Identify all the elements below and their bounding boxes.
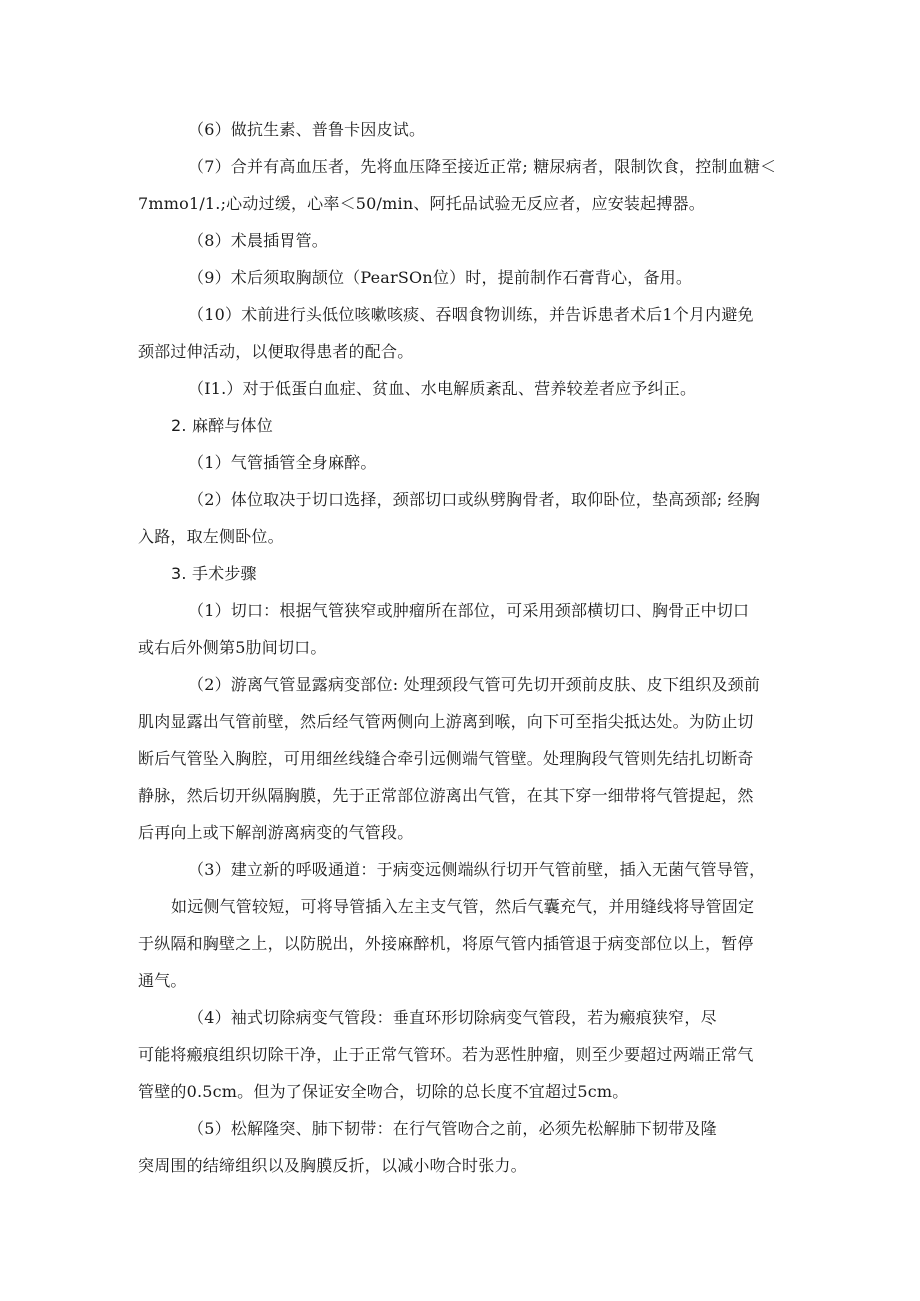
text-line: （1）切口：根据气管狭窄或肿瘤所在部位，可采用颈部横切口、胸骨正中切口 xyxy=(188,601,750,620)
text-line: 于纵隔和胸壁之上，以防脱出，外接麻醉机，将原气管内插管退于病变部位以上，暂停 xyxy=(138,934,754,953)
text-line: （4）袖式切除病变气管段：垂直环形切除病变气管段，若为瘢痕狭窄，尽 xyxy=(188,1008,717,1027)
text-line: （7）合并有高血压者，先将血压降至接近正常; 糖尿病者，限制饮食，控制血糖＜ xyxy=(188,157,777,176)
text-line: （5）松解隆突、肺下韧带：在行气管吻合之前，必须先松解肺下韧带及隆 xyxy=(188,1119,717,1138)
section-heading: 3. 手术步骤 xyxy=(171,564,257,583)
text-line: 7mmo1/1.;心动过缓，心率＜50/min、阿托品试验无反应者，应安装起搏器。 xyxy=(138,194,705,213)
text-line: 断后气管坠入胸腔，可用细丝线缝合牵引远侧端气管壁。处理胸段气管则先结扎切断奇 xyxy=(138,749,754,768)
section-heading: 2. 麻醉与体位 xyxy=(171,416,273,435)
text-line: （10）术前进行头低位咳嗽咳痰、吞咽食物训练，并告诉患者术后1个月内避免 xyxy=(188,305,754,324)
text-line: 可能将瘢痕组织切除干净，止于正常气管环。若为恶性肿瘤，则至少要超过两端正常气 xyxy=(138,1045,754,1064)
text-line: 如远侧气管较短，可将导管插入左主支气管，然后气囊充气，并用缝线将导管固定 xyxy=(171,897,755,916)
text-line: （2）游离气管显露病变部位: 处理颈段气管可先切开颈前皮肤、皮下组织及颈前 xyxy=(188,675,761,694)
text-line: 通气。 xyxy=(138,971,187,990)
text-line: 管壁的0.5cm。但为了保证安全吻合，切除的总长度不宜超过5cm。 xyxy=(138,1082,629,1101)
text-line: （6）做抗生素、普鲁卡因皮试。 xyxy=(188,120,426,139)
text-line: 后再向上或下解剖游离病变的气管段。 xyxy=(138,823,414,842)
text-line: 肌肉显露出气管前壁，然后经气管两侧向上游离到喉，向下可至指尖抵达处。为防止切 xyxy=(138,712,754,731)
text-line: （I1.）对于低蛋白血症、贫血、水电解质紊乱、营养较差者应予纠正。 xyxy=(188,379,697,398)
text-line: （8）术晨插胃管。 xyxy=(188,231,328,250)
text-line: （9）术后须取胸颉位（PearSOn位）时，提前制作石膏背心，备用。 xyxy=(188,268,693,287)
text-line: 入路，取左侧卧位。 xyxy=(138,527,284,546)
text-line: 或右后外侧第5肋间切口。 xyxy=(138,638,327,657)
text-line: 静脉，然后切开纵隔胸膜，先于正常部位游离出气管，在其下穿一细带将气管提起，然 xyxy=(138,786,754,805)
text-line: 颈部过伸活动，以便取得患者的配合。 xyxy=(138,342,414,361)
text-line: （3）建立新的呼吸通道：于病变远侧端纵行切开气管前壁，插入无菌气管导管， xyxy=(188,860,766,879)
text-line: （1）气管插管全身麻醉。 xyxy=(188,453,377,472)
text-line: 突周围的结缔组织以及胸膜反折，以减小吻合时张力。 xyxy=(138,1156,527,1175)
text-line: （2）体位取决于切口选择，颈部切口或纵劈胸骨者，取仰卧位，垫高颈部; 经胸 xyxy=(188,490,761,509)
